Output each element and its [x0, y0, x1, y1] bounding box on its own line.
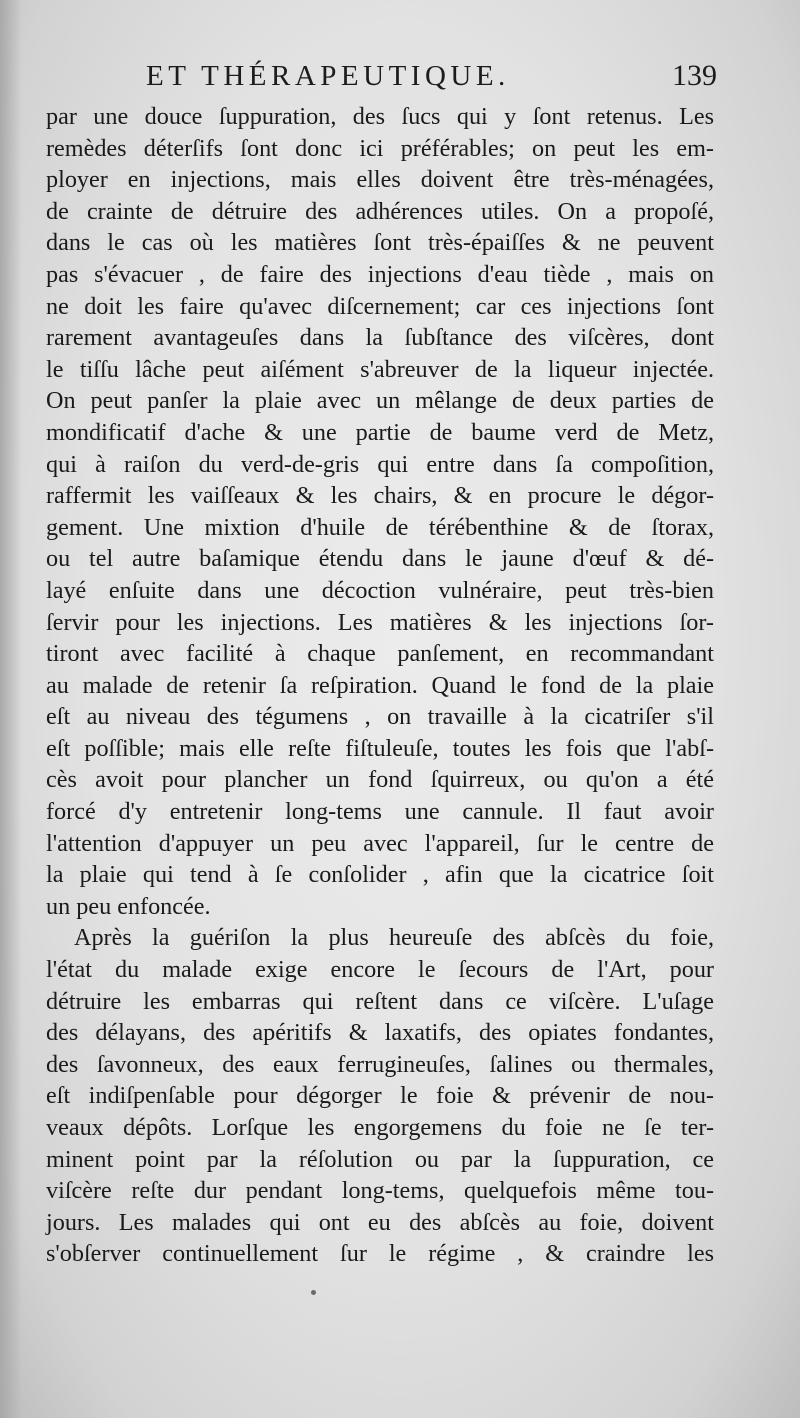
text-line: ou tel autre baſamique étendu dans le jaune d'œuf & dé-	[46, 545, 714, 573]
text-line: mondificatif d'ache & une partie de baume verd de Metz,	[46, 418, 714, 446]
text-line: viſcère reſte dur pendant long-tems, quelquefois même tou-	[46, 1177, 714, 1205]
text-line: l'attention d'appuyer un peu avec l'appareil, ſur le centre de	[46, 829, 714, 857]
page-header	[0, 56, 800, 96]
text-line: la plaie qui tend à ſe conſolider , afin que la cicatrice ſoit	[46, 861, 714, 889]
text-line: tiront avec facilité à chaque panſement, en recommandant	[46, 640, 714, 668]
text-line: jours. Les malades qui ont eu des abſcès au foie, doivent	[46, 1208, 714, 1236]
paragraph-start-line: Après la guériſon la plus heureuſe des abſcès du foie,	[74, 924, 714, 952]
text-line: par une douce ſuppuration, des ſucs qui y ſont retenus. Les	[46, 103, 714, 130]
ink-speck	[311, 1290, 316, 1295]
text-line: eſt au niveau des tégumens , on travaille à la cicatriſer s'il	[46, 703, 714, 731]
text-line: ne doit les faire qu'avec diſcernement; car ces injections ſont	[46, 292, 714, 320]
text-line: des délayans, des apéritifs & laxatifs, des opiates fondantes,	[46, 1019, 714, 1047]
text-line: cès avoit pour plancher un fond ſquirreux, ou qu'on a été	[46, 766, 714, 794]
text-line: remèdes déterſifs ſont donc ici préférables; on peut les em-	[46, 134, 714, 162]
text-line: s'obſerver continuellement ſur le régime , & craindre les	[46, 1240, 714, 1268]
text-line: minent point par la réſolution ou par la ſuppuration, ce	[46, 1145, 714, 1173]
text-line: des ſavonneux, des eaux ferrugineuſes, ſalines ou thermales,	[46, 1050, 714, 1078]
text-line: de crainte de détruire des adhérences utiles. On a propoſé,	[46, 197, 714, 225]
text-line: forcé d'y entretenir long-tems une cannule. Il faut avoir	[46, 798, 714, 826]
text-line: le tiſſu lâche peut aiſément s'abreuver de la liqueur injectée.	[46, 355, 714, 383]
text-line: rarement avantageuſes dans la ſubſtance des viſcères, dont	[46, 324, 714, 352]
text-line: raffermit les vaiſſeaux & les chairs, & en procure le dégor-	[46, 482, 714, 510]
text-line: au malade de retenir ſa reſpiration. Quand le fond de la plaie	[46, 671, 714, 699]
text-line: qui à raiſon du verd-de-gris qui entre dans ſa compoſition,	[46, 450, 714, 478]
text-line: veaux dépôts. Lorſque les engorgemens du foie ne ſe ter-	[46, 1114, 714, 1141]
page-number: 139	[672, 59, 717, 92]
text-line: détruire les embarras qui reſtent dans ce viſcère. L'uſage	[46, 987, 714, 1015]
text-line: dans le cas où les matières ſont très-épaiſſes & ne peuvent	[46, 229, 714, 257]
text-line: eſt indiſpenſable pour dégorger le foie & prévenir de nou-	[46, 1082, 714, 1110]
body-text	[46, 101, 714, 1270]
text-line: eſt poſſible; mais elle reſte fiſtuleuſe, toutes les fois que l'abſ-	[46, 734, 714, 762]
text-line: ſervir pour les injections. Les matières & les injections ſor-	[46, 608, 714, 636]
running-title: ET THÉRAPEUTIQUE.	[146, 60, 510, 92]
text-line: On peut panſer la plaie avec un mêlange de deux parties de	[46, 387, 714, 415]
text-line: l'état du malade exige encore le ſecours de l'Art, pour	[46, 956, 714, 984]
text-line: ployer en injections, mais elles doivent être très-ménagées,	[46, 166, 714, 194]
text-line: gement. Une mixtion d'huile de térébenthine & de ſtorax,	[46, 513, 714, 541]
text-line: layé enſuite dans une décoction vulnéraire, peut très-bien	[46, 576, 714, 604]
text-line: pas s'évacuer , de faire des injections d'eau tiède , mais on	[46, 260, 714, 288]
paragraph-end-line: un peu enfoncée.	[46, 892, 211, 920]
